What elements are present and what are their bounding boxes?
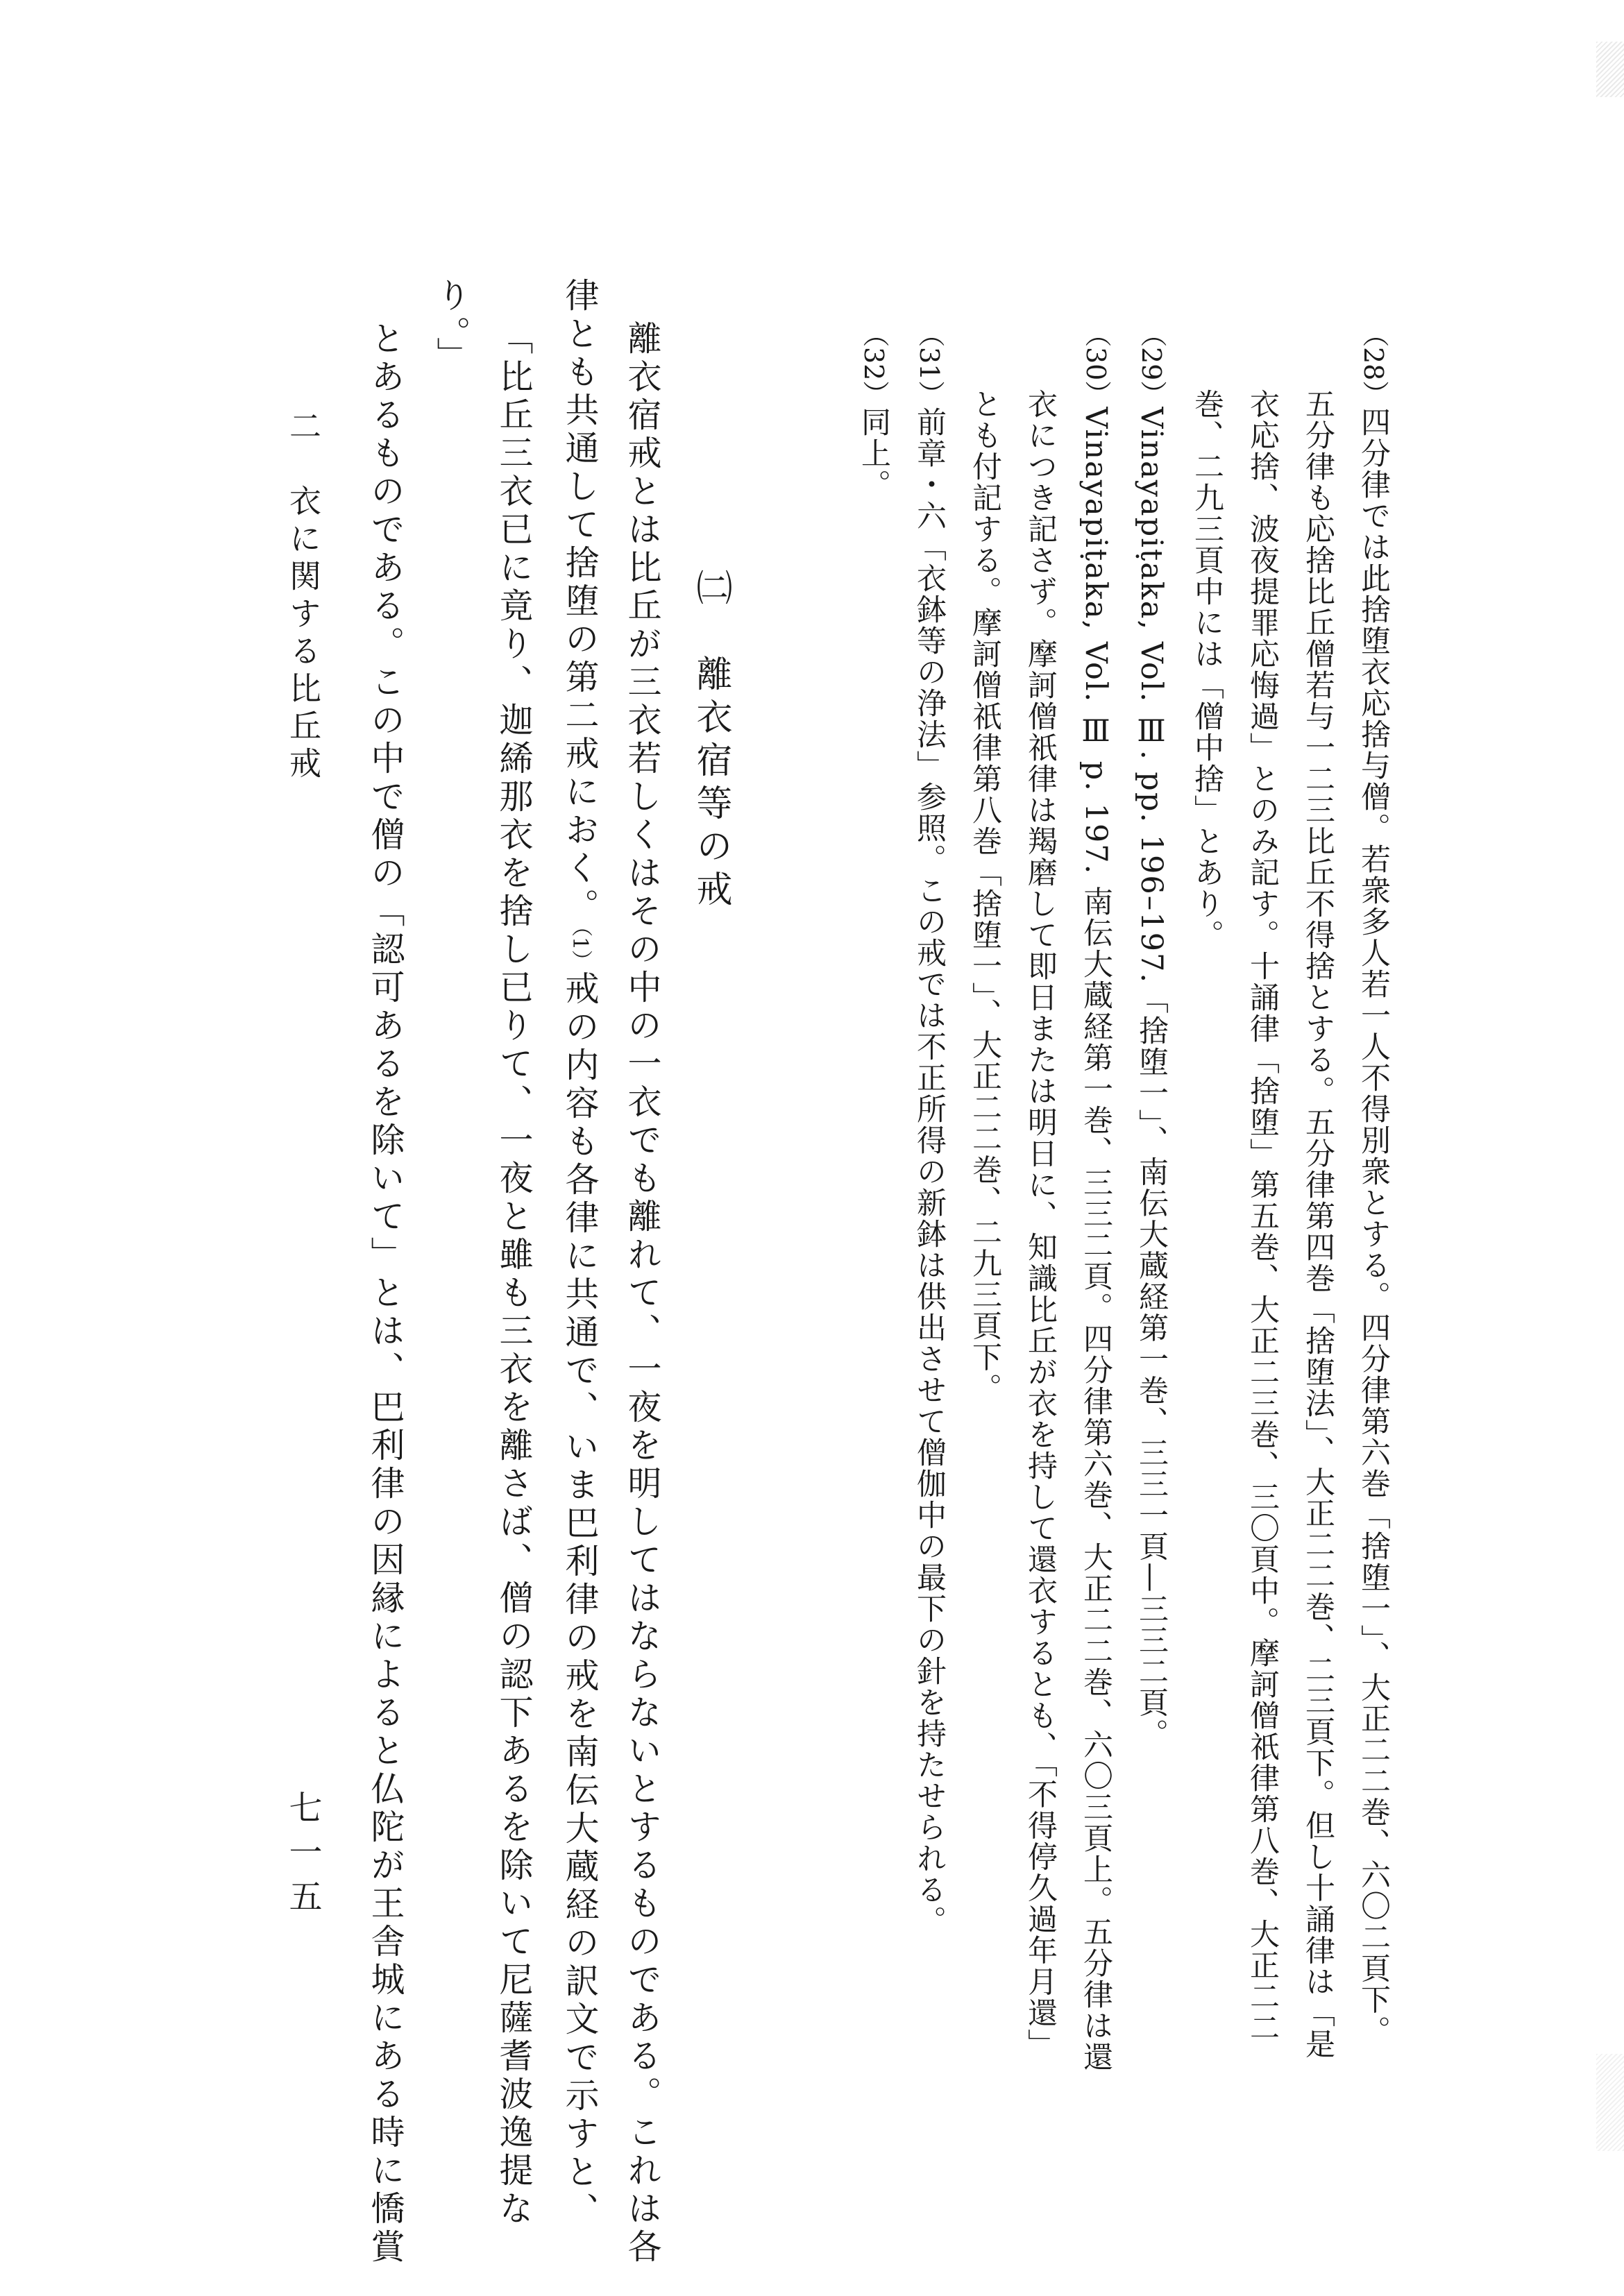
body-line-3: とあるものである。この中で僧の「認可あるを除いて」とは、巴利律の因縁によると仏陀が王舎城にある時に憍賞 xyxy=(366,321,405,2267)
section-heading: ㈡ 離衣宿等の戒 xyxy=(690,569,731,913)
note-31: （31）前章・六「衣鉢等の浄法」参照。この戒では不正所得の新鉢は供出させて僧伽中の最下の針を持たせられる。 xyxy=(912,321,947,1937)
note-30-line-3: とも付記する。摩訶僧祇律第八巻「捨堕一」、大正二二巻、二九三頁下。 xyxy=(967,389,1002,1404)
quote-line-1: 「比丘三衣已に竟り、迦絺那衣を捨し已りて、一夜と雖も三衣を離さば、僧の認下あるを除いて尼薩耆波逸提な xyxy=(494,321,534,2229)
note-28-number: （28） xyxy=(1358,321,1389,407)
running-head: 二 衣に関する比丘戒 xyxy=(285,409,322,784)
quote-line-2: り。」 xyxy=(432,278,471,375)
note-28-line-1: （28）四分律では此捨堕衣応捨与僧。若衆多人若一人不得別衆とする。四分律第六巻「捨堕一」、大正二二巻、六〇二頁下。 xyxy=(1356,321,1391,2047)
note-28-line-3: 衣応捨、波夜提罪応悔過」とのみ記す。十誦律「捨堕」第五巻、大正二三巻、三〇頁中。摩訶僧祇律第八巻、大正二二 xyxy=(1245,389,1280,2043)
body-line-1: 離衣宿戒とは比丘が三衣若しくはその中の一衣でも離れて、一夜を明してはならないとするものである。これは各 xyxy=(623,321,662,2267)
note-32-number: （32） xyxy=(858,321,889,407)
note-30-line-2: 衣につき記さず。摩訶僧祇律は羯磨して即日または明日に、知識比丘が衣を持して還衣するとも、「不得停久過年月還」 xyxy=(1023,389,1058,2060)
note-31-number: （31） xyxy=(914,321,945,407)
note-30-line-1: （30）Vinayapiṭaka, Vol. Ⅲ p. 197. 南伝大蔵経第一巻、三三二頁。四分律第六巻、大正二二巻、六〇三頁上。五分律は還 xyxy=(1079,321,1113,2073)
footnote-ref-1: （1） xyxy=(568,926,592,971)
note-28-line-4: 巻、二九三頁中には「僧中捨」とあり。 xyxy=(1190,389,1224,951)
page-number: 七一五 xyxy=(283,1790,322,1923)
body-line-2: 律とも共通して捨堕の第二戒におく。（1）戒の内容も各律に共通で、いま巴利律の戒を南伝大蔵経の訳文で示すと、 xyxy=(560,278,600,2231)
note-29-number: （29） xyxy=(1136,321,1167,407)
scan-edge-noise xyxy=(1596,2054,1624,2151)
note-28-line-2: 五分律も応捨比丘僧若与一二三比丘不得捨とする。五分律第四巻「捨堕法」、大正二二巻、二三頁下。但し十誦律は「是 xyxy=(1301,389,1335,2060)
note-30-number: （30） xyxy=(1081,321,1111,407)
scan-edge-noise xyxy=(1596,42,1624,97)
note-32: （32）同上。 xyxy=(856,321,891,501)
note-29: （29）Vinayapiṭaka, Vol. Ⅲ. pp. 196–197.「捨堕一」、南伝大蔵経第一巻、三三一頁—三三二頁。 xyxy=(1134,321,1169,1750)
